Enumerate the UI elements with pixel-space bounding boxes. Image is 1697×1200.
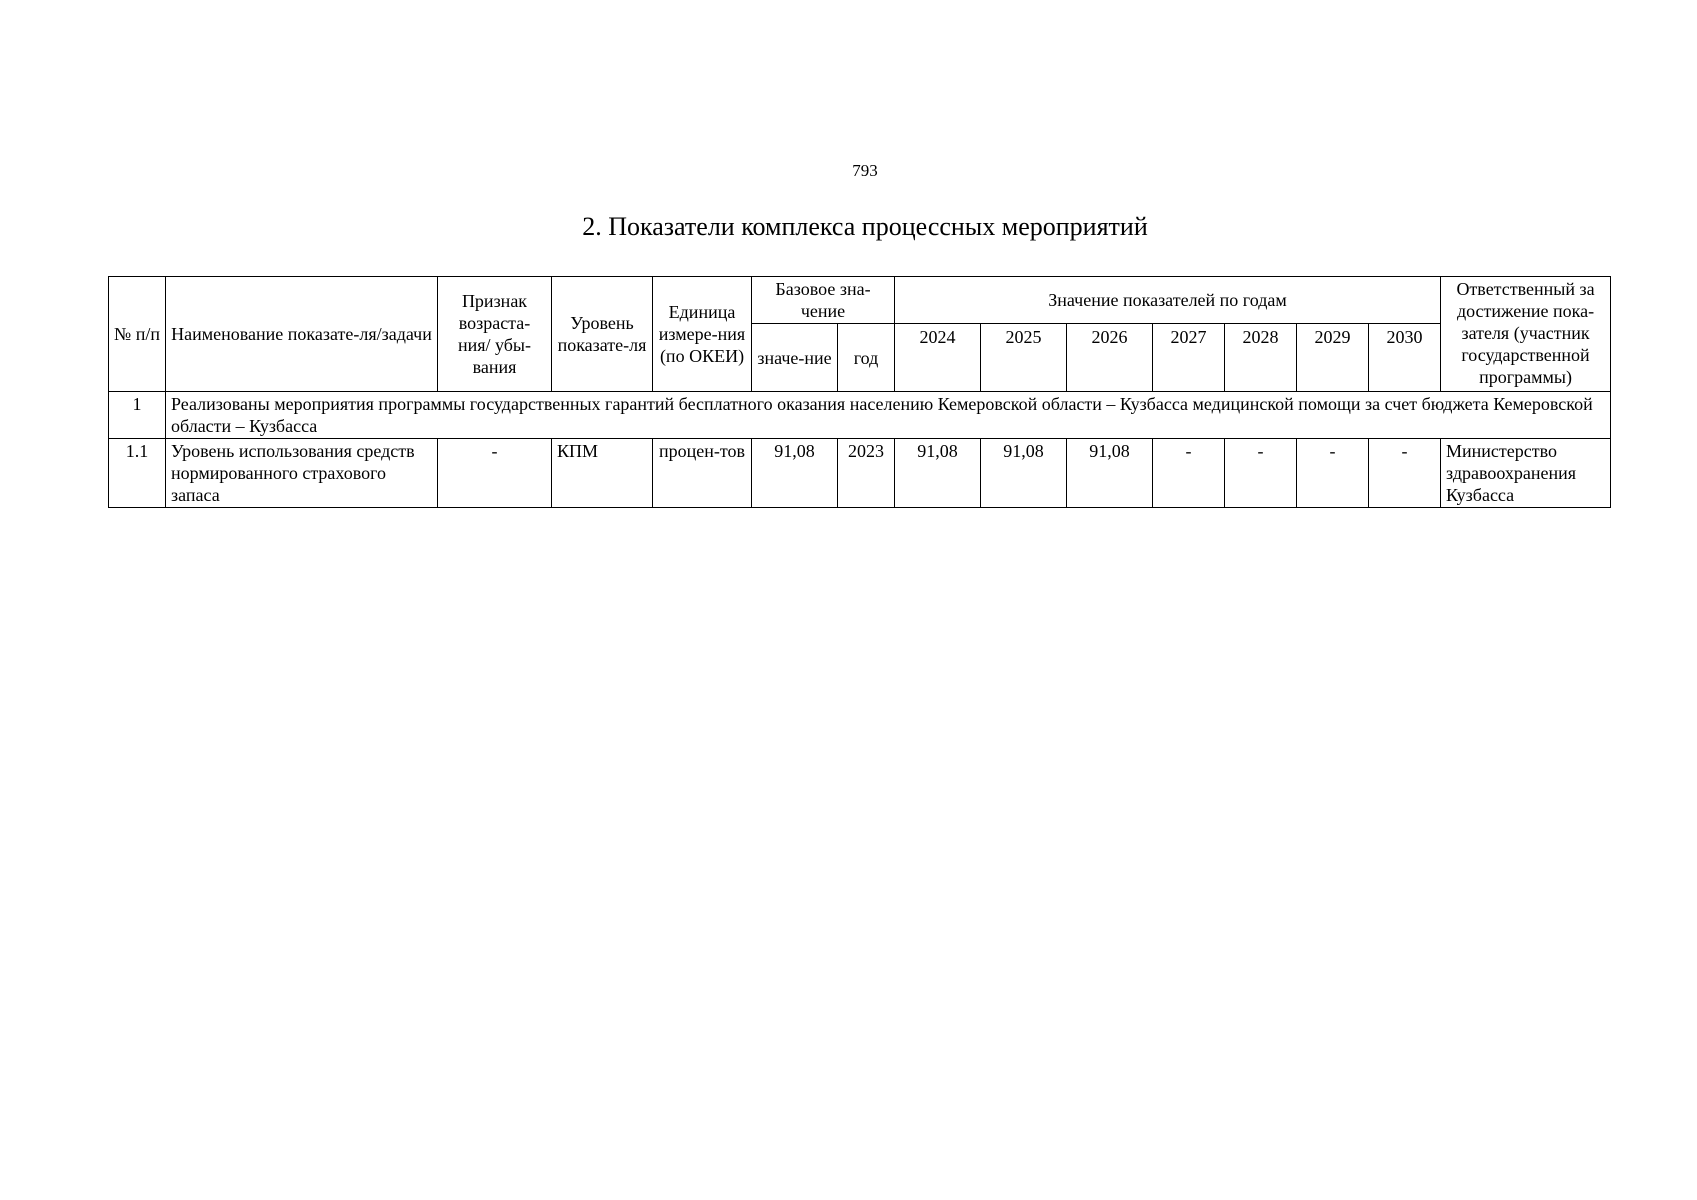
row-value-2030: - — [1369, 439, 1441, 508]
header-num: № п/п — [109, 277, 166, 392]
row-value-2029: - — [1297, 439, 1369, 508]
header-year-2024: 2024 — [895, 324, 981, 392]
header-year-2028: 2028 — [1225, 324, 1297, 392]
row-num: 1.1 — [109, 439, 166, 508]
row-value-2024: 91,08 — [895, 439, 981, 508]
header-year-2025: 2025 — [981, 324, 1067, 392]
header-row-top — [109, 277, 1611, 324]
row-base-year: 2023 — [838, 439, 895, 508]
header-base: Базовое зна-чение — [752, 277, 895, 324]
row-sign: - — [438, 439, 552, 508]
header-name: Наименование показате-ля/задачи — [166, 277, 438, 392]
row-name: Уровень использования средств нормированного страхового запаса — [166, 439, 438, 508]
header-year-2029: 2029 — [1297, 324, 1369, 392]
row-base-value: 91,08 — [752, 439, 838, 508]
page-number: 793 — [852, 161, 878, 180]
header-unit: Единица измере-ния (по ОКЕИ) — [653, 277, 752, 392]
header-year-2030: 2030 — [1369, 324, 1441, 392]
header-base-year: год — [838, 324, 895, 392]
row-responsible: Министерство здравоохранения Кузбасса — [1441, 439, 1611, 508]
header-base-value: значе-ние — [752, 324, 838, 392]
row-value-2025: 91,08 — [981, 439, 1067, 508]
header-by-years: Значение показателей по годам — [895, 277, 1441, 324]
header-year-2027: 2027 — [1153, 324, 1225, 392]
row-value-2027: - — [1153, 439, 1225, 508]
table-row — [109, 439, 1611, 508]
header-level: Уровень показате-ля — [552, 277, 653, 392]
row-unit: процен-тов — [653, 439, 752, 508]
row-value-2026: 91,08 — [1067, 439, 1153, 508]
task-num: 1 — [109, 392, 166, 439]
task-row — [109, 392, 1611, 439]
header-year-2026: 2026 — [1067, 324, 1153, 392]
row-value-2028: - — [1225, 439, 1297, 508]
header-responsible: Ответственный за достижение пока-зателя (участник государственной программы) — [1441, 277, 1611, 392]
indicators-table — [108, 276, 1611, 508]
row-level: КПМ — [552, 439, 653, 508]
section-title: 2. Показатели комплекса процессных мероприятий — [582, 212, 1148, 241]
header-sign: Признак возраста-ния/ убы-вания — [438, 277, 552, 392]
task-text: Реализованы мероприятия программы государственных гарантий бесплатного оказания населению Кемеровской области – Кузбасса медицинской помощи за счет бюджета Кемеровской области – Кузбасса — [166, 392, 1611, 439]
